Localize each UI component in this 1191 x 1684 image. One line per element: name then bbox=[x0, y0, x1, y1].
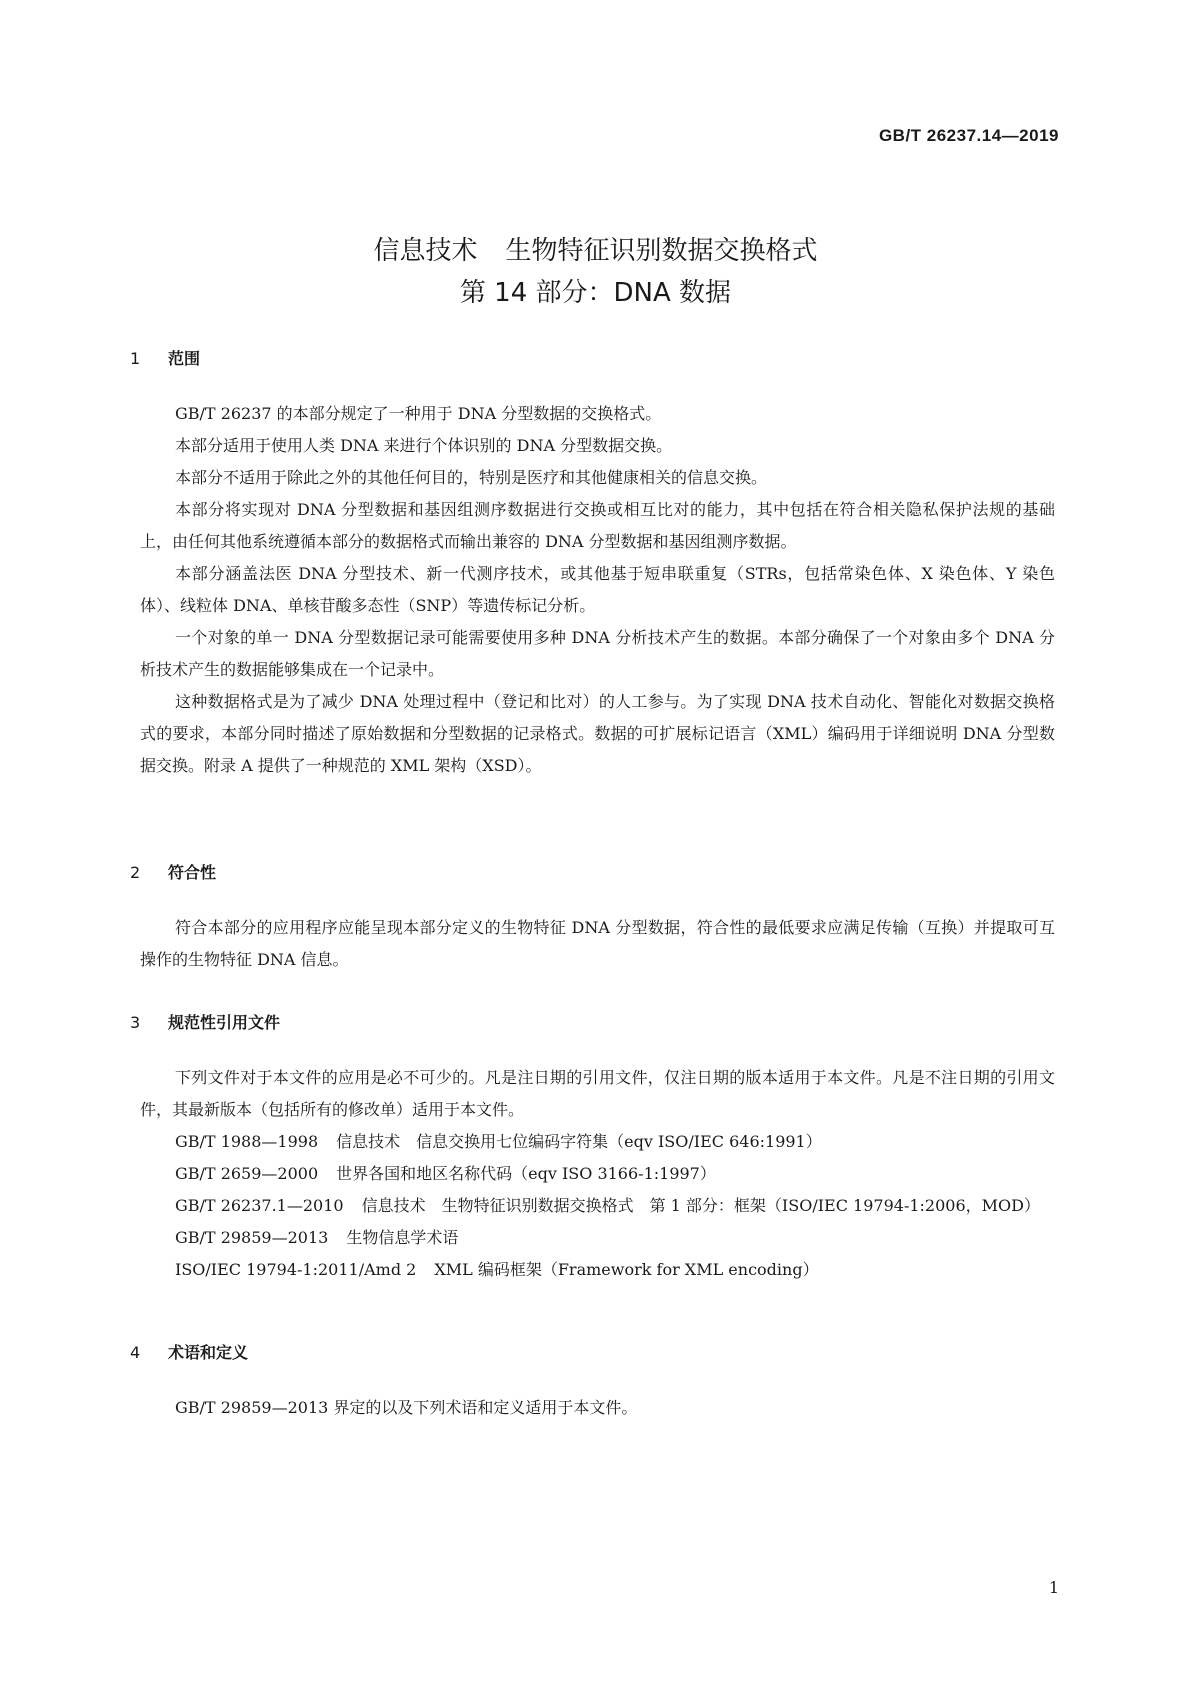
standard-number: GB/T 26237.14—2019 bbox=[878, 126, 1059, 145]
section-title: 规范性引用文件 bbox=[168, 1013, 281, 1032]
reference-code: GB/T 1988—1998 bbox=[175, 1132, 319, 1151]
page-number: 1 bbox=[1048, 1578, 1059, 1597]
reference-title: 信息技术 生物特征识别数据交换格式 第 1 部分：框架（ISO/IEC 19794-1:2006，MOD） bbox=[361, 1196, 1040, 1215]
paragraph: 本部分将实现对 DNA 分型数据和基因组测序数据进行交换或相互比对的能力，其中包括在符合相关隐私保护法规的基础上，由任何其他系统遵循本部分的数据格式而输出兼容的 DNA 分型数据和基因组测序数据。 bbox=[140, 500, 1055, 551]
reference-code: GB/T 26237.1—2010 bbox=[175, 1196, 344, 1215]
section-body-2 bbox=[140, 912, 1055, 976]
paragraph: 一个对象的单一 DNA 分型数据记录可能需要使用多种 DNA 分析技术产生的数据。本部分确保了一个对象由多个 DNA 分析技术产生的数据能够集成在一个记录中。 bbox=[140, 628, 1055, 679]
document-title-line1 bbox=[0, 230, 1191, 267]
reference-code: GB/T 29859—2013 bbox=[175, 1228, 329, 1247]
section-title: 符合性 bbox=[168, 863, 217, 882]
reference-title: 信息技术 信息交换用七位编码字符集（eqv ISO/IEC 646:1991） bbox=[336, 1132, 822, 1151]
section-number: 4 bbox=[130, 1343, 141, 1362]
reference-title: XML 编码框架（Framework for XML encoding） bbox=[434, 1260, 819, 1279]
paragraph: 本部分不适用于除此之外的其他任何目的，特别是医疗和其他健康相关的信息交换。 bbox=[175, 468, 768, 487]
section-number: 3 bbox=[130, 1013, 141, 1032]
section-body-3 bbox=[140, 1062, 1055, 1286]
reference-title: 生物信息学术语 bbox=[346, 1228, 459, 1247]
reference-item bbox=[140, 1222, 1055, 1254]
paragraph: 这种数据格式是为了减少 DNA 处理过程中（登记和比对）的人工参与。为了实现 DNA 技术自动化、智能化对数据交换格式的要求，本部分同时描述了原始数据和分型数据的记录格式。数据的可扩展标记语言（XML）编码用于详细说明 DNA 分型数据交换。附录 A 提供了一种规范的 XML 架构（XSD）。 bbox=[140, 692, 1055, 775]
document-title-line2: 第 14 部分：DNA 数据 bbox=[459, 278, 732, 308]
paragraph: GB/T 26237 的本部分规定了一种用于 DNA 分型数据的交换格式。 bbox=[175, 404, 662, 423]
section-heading-4 bbox=[130, 1340, 248, 1363]
paragraph: 符合本部分的应用程序应能呈现本部分定义的生物特征 DNA 分型数据，符合性的最低要求应满足传输（互换）并提取可互操作的生物特征 DNA 信息。 bbox=[140, 918, 1055, 969]
reference-code: ISO/IEC 19794-1:2011/Amd 2 bbox=[175, 1260, 417, 1279]
paragraph: 下列文件对于本文件的应用是必不可少的。凡是注日期的引用文件，仅注日期的版本适用于本文件。凡是不注日期的引用文件，其最新版本（包括所有的修改单）适用于本文件。 bbox=[140, 1068, 1055, 1119]
reference-title: 世界各国和地区名称代码（eqv ISO 3166-1:1997） bbox=[336, 1164, 716, 1183]
title-part-a: 信息技术 bbox=[373, 236, 478, 266]
section-heading-1 bbox=[130, 346, 200, 369]
paragraph: 本部分涵盖法医 DNA 分型技术、新一代测序技术，或其他基于短串联重复（STRs，包括常染色体、X 染色体、Y 染色体）、线粒体 DNA、单核苷酸多态性（SNP）等遗传标记分析。 bbox=[140, 564, 1055, 615]
section-number: 1 bbox=[130, 349, 141, 368]
paragraph: GB/T 29859—2013 界定的以及下列术语和定义适用于本文件。 bbox=[175, 1398, 638, 1417]
reference-item bbox=[140, 1254, 1055, 1286]
reference-item bbox=[140, 1158, 1055, 1190]
section-body-4 bbox=[140, 1392, 1055, 1424]
section-title: 范围 bbox=[168, 349, 201, 368]
reference-code: GB/T 2659—2000 bbox=[175, 1164, 319, 1183]
reference-item bbox=[140, 1190, 1055, 1222]
reference-item bbox=[140, 1126, 1055, 1158]
paragraph: 本部分适用于使用人类 DNA 来进行个体识别的 DNA 分型数据交换。 bbox=[175, 436, 673, 455]
section-number: 2 bbox=[130, 863, 141, 882]
section-title: 术语和定义 bbox=[168, 1343, 249, 1362]
section-body-1 bbox=[140, 398, 1055, 782]
section-heading-2 bbox=[130, 860, 216, 883]
title-part-b: 生物特征识别数据交换格式 bbox=[505, 236, 818, 266]
section-heading-3 bbox=[130, 1010, 280, 1033]
